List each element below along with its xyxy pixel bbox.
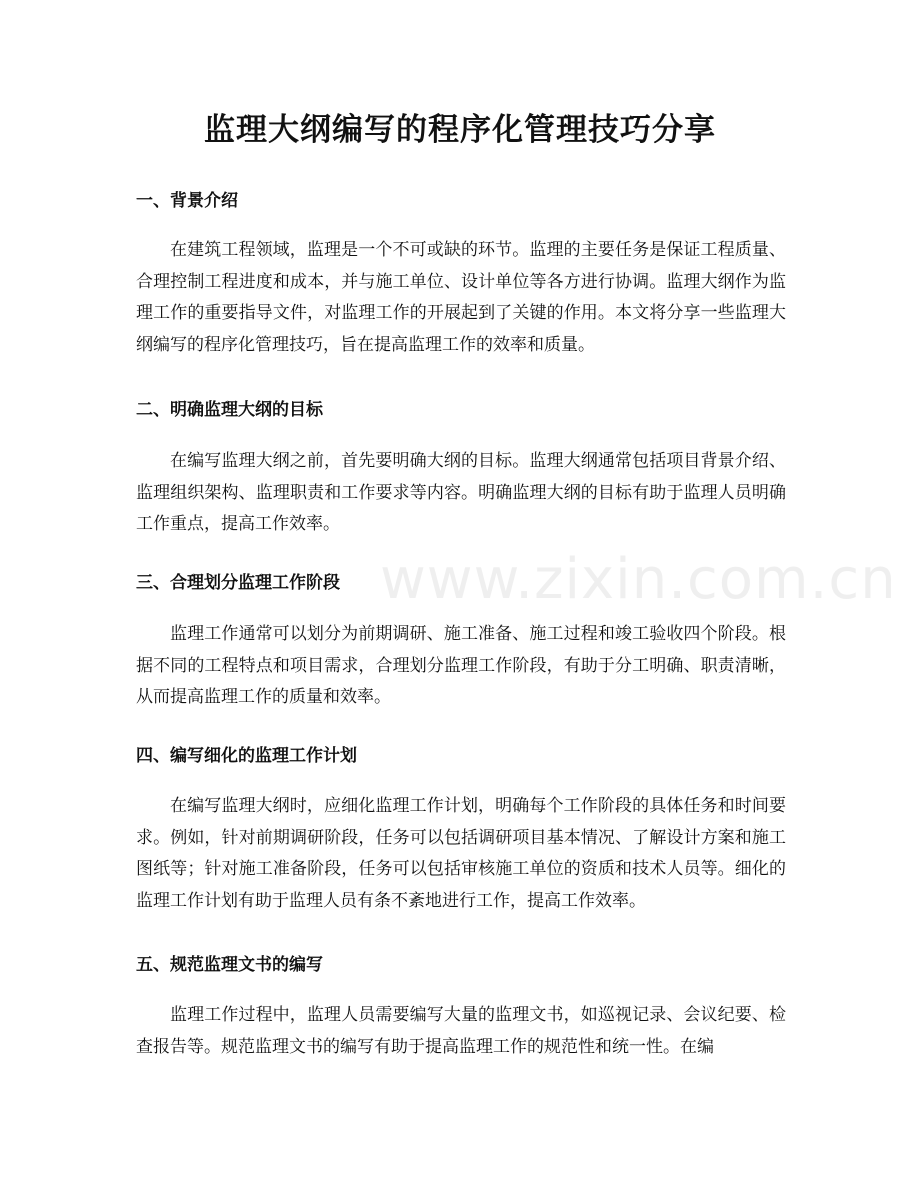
section-paragraph-work-plan: 在编写监理大纲时，应细化监理工作计划，明确每个工作阶段的具体任务和时间要求。例如，针对前期调研阶段，任务可以包括调研项目基本情况、了解设计方案和施工图纸等；针对施工准备阶段，任务可以包括审核施工单位的资质和技术人员等。细化的监理工作计划有助于监理人员有条不紊地进行工作，提高工作效率。 [136,796,786,911]
section-paragraph-objectives: 在编写监理大纲之前，首先要明确大纲的目标。监理大纲通常包括项目背景介绍、监理组织架构、监理职责和工作要求等内容。明确监理大纲的目标有助于监理人员明确工作重点，提高工作效率。 [136,451,786,534]
document-title: 监理大纲编写的程序化管理技巧分享 [204,112,716,148]
watermark-text: www.zixin.com.cn [380,547,897,612]
section-heading-objectives: 二、明确监理大纲的目标 [136,400,323,420]
section-heading-stages: 三、合理划分监理工作阶段 [136,573,340,593]
section-paragraph-stages: 监理工作通常可以划分为前期调研、施工准备、施工过程和竣工验收四个阶段。根据不同的工程特点和项目需求，合理划分监理工作阶段，有助于分工明确、职责清晰，从而提高监理工作的质量和效率。 [136,624,786,707]
section-paragraph-background: 在建筑工程领域，监理是一个不可或缺的环节。监理的主要任务是保证工程质量、合理控制工程进度和成本，并与施工单位、设计单位等各方进行协调。监理大纲作为监理工作的重要指导文件，对监理工作的开展起到了关键的作用。本文将分享一些监理大纲编写的程序化管理技巧，旨在提高监理工作的效率和质量。 [136,240,786,355]
section-heading-work-plan: 四、编写细化的监理工作计划 [136,746,357,766]
section-paragraph-documents: 监理工作过程中，监理人员需要编写大量的监理文书，如巡视记录、会议纪要、检查报告等。规范监理文书的编写有助于提高监理工作的规范性和统一性。在编 [136,1005,786,1057]
section-heading-background: 一、背景介绍 [136,191,238,211]
section-heading-documents: 五、规范监理文书的编写 [136,955,323,975]
